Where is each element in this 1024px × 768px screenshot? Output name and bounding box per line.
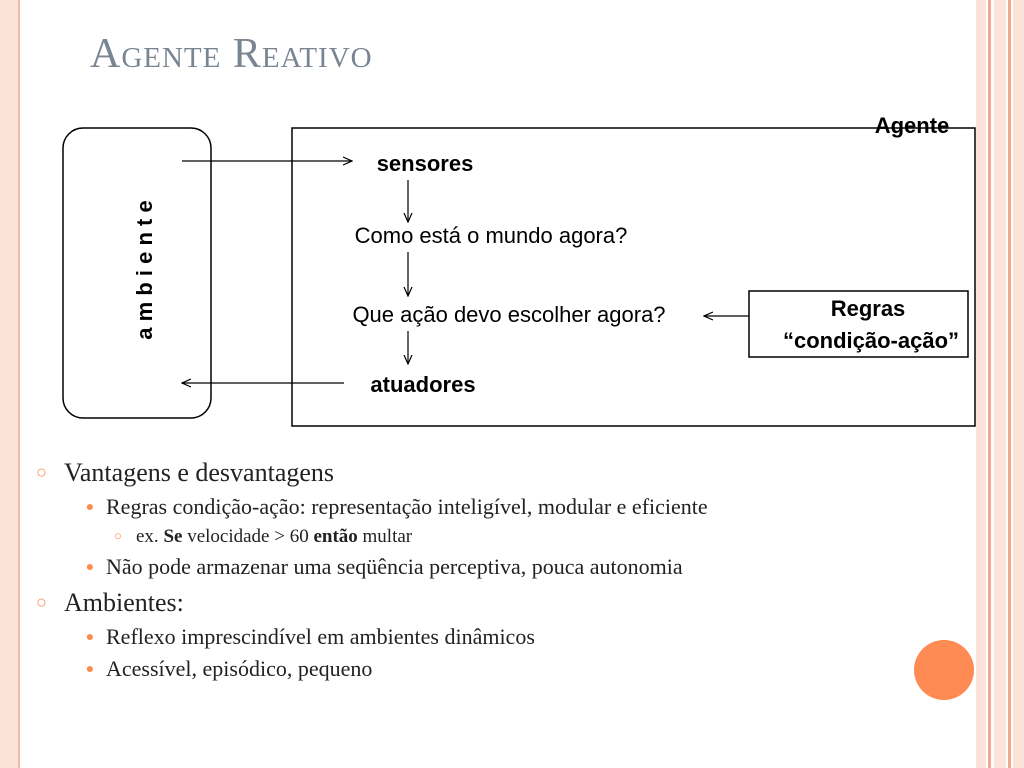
ring-bullet-icon: ○ — [114, 528, 122, 543]
list-item: ○ Ambientes: — [36, 588, 184, 617]
question-action: Que ação devo escolher agora? — [352, 302, 666, 327]
sensors-label: sensores — [376, 151, 474, 176]
list-item: ● Reflexo imprescindível em ambientes dinâmicos — [74, 624, 976, 650]
list-item: ● Regras condição-ação: representação inteligível, modular e eficiente — [74, 494, 976, 520]
rules-label-2: “condição-ação” — [782, 328, 960, 353]
list-item: ○ Vantagens e desvantagens — [36, 458, 335, 487]
dot-bullet-icon: ● — [85, 630, 95, 645]
bullet-list — [36, 456, 976, 682]
ring-bullet-icon: ○ — [36, 462, 47, 482]
agent-label: Agente — [874, 113, 950, 138]
list-item: ● Acessível, episódico, pequeno — [74, 656, 976, 682]
decorative-circle — [914, 640, 974, 700]
dot-bullet-icon: ● — [85, 560, 95, 575]
ring-bullet-icon: ○ — [36, 592, 47, 612]
page-title: Agente Reativo — [90, 31, 373, 77]
dot-bullet-icon: ● — [85, 500, 95, 515]
actuators-label: atuadores — [370, 372, 476, 397]
question-world-state: Como está o mundo agora? — [354, 223, 628, 248]
rules-label-1: Regras — [830, 296, 906, 321]
list-item: ○ ex. Se velocidade > 60 então multar — [114, 526, 413, 547]
environment-label: a m b i e n t e — [132, 200, 157, 340]
dot-bullet-icon: ● — [85, 662, 95, 677]
list-item: ● Não pode armazenar uma seqüência perceptiva, pouca autonomia — [74, 554, 976, 580]
